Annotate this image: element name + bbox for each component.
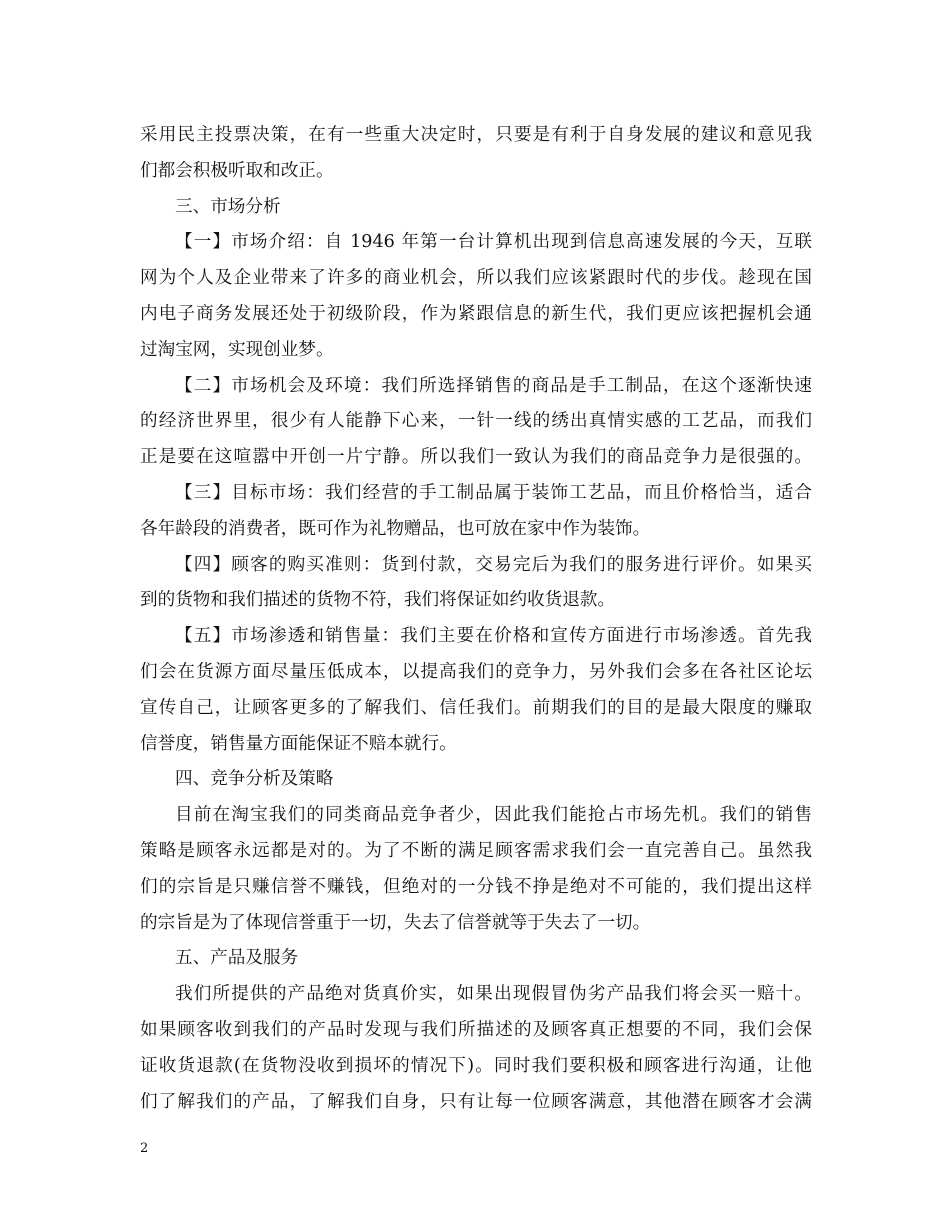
text-line: 采用民主投票决策，在有一些重大决定时，只要是有利于自身发展的建议和意见我 — [140, 125, 812, 145]
text-line: 目前在淘宝我们的同类商品竞争者少，因此我们能抢占市场先机。我们的销售 — [175, 805, 812, 826]
text-line: 【五】市场渗透和销售量：我们主要在价格和宣传方面进行市场渗透。首先我 — [175, 626, 812, 647]
text-line: 各年龄段的消费者，既可作为礼物赠品，也可放在家中作为装饰。 — [140, 518, 651, 539]
text-line: 证收货退款(在货物没收到损坏的情况下)。同时我们要积极和顾客进行沟通，让他 — [140, 1055, 812, 1076]
text-line: 过淘宝网，实现创业梦。 — [140, 339, 334, 360]
text-line: 内电子商务发展还处于初级阶段，作为紧跟信息的新生代，我们更应该把握机会通 — [140, 303, 812, 324]
text-line: 策略是顾客永远都是对的。为了不断的满足顾客需求我们会一直完善自己。虽然我 — [140, 840, 812, 861]
text-line: 的经济世界里，很少有人能静下心来，一针一线的绣出真情实感的工艺品，而我们 — [140, 411, 812, 432]
text-line: 们会在货源方面尽量压低成本，以提高我们的竞争力，另外我们会多在各社区论坛 — [140, 661, 812, 682]
text-line: 正是要在这喧嚣中开创一片宁静。所以我们一致认为我们的商品竞争力是很强的。 — [140, 447, 812, 468]
text-line: 四、竞争分析及策略 — [175, 769, 334, 790]
text-line: 【二】市场机会及环境：我们所选择销售的商品是手工制品，在这个逐渐快速 — [175, 375, 812, 396]
text-line: 网为个人及企业带来了许多的商业机会，所以我们应该紧跟时代的步伐。趁现在国 — [140, 268, 812, 289]
text-line: 【三】目标市场：我们经营的手工制品属于装饰工艺品，而且价格恰当，适合 — [175, 482, 812, 503]
text-line: 我们所提供的产品绝对货真价实，如果出现假冒伪劣产品我们将会买一赔十。 — [175, 984, 812, 1005]
text-line: 们都会积极听取和改正。 — [140, 160, 334, 181]
text-line: 宣传自己，让顾客更多的了解我们、信任我们。前期我们的目的是最大限度的赚取 — [140, 697, 812, 718]
text-line: 【四】顾客的购买准则：货到付款，交易完后为我们的服务进行评价。如果买 — [175, 554, 812, 575]
text-line: 们了解我们的产品，了解我们自身，只有让每一位顾客满意，其他潜在顾客才会满 — [140, 1091, 812, 1112]
page-number: 2 — [140, 1141, 149, 1156]
text-line: 五、产品及服务 — [175, 948, 299, 969]
text-line: 【一】市场介绍：自 1946 年第一台计算机出现到信息高速发展的今天，互联 — [175, 232, 812, 253]
text-line: 信誉度，销售量方面能保证不赔本就行。 — [140, 733, 457, 754]
text-line: 三、市场分析 — [175, 196, 281, 217]
text-line: 如果顾客收到我们的产品时发现与我们所描述的及顾客真正想要的不同，我们会保 — [140, 1019, 812, 1040]
text-line: 们的宗旨是只赚信誉不赚钱，但绝对的一分钱不挣是绝对不可能的，我们提出这样 — [140, 876, 812, 897]
text-line: 到的货物和我们描述的货物不符，我们将保证如约收货退款。 — [140, 590, 616, 611]
text-line: 的宗旨是为了体现信誉重于一切，失去了信誉就等于失去了一切。 — [140, 912, 651, 933]
document-body — [140, 118, 812, 1120]
